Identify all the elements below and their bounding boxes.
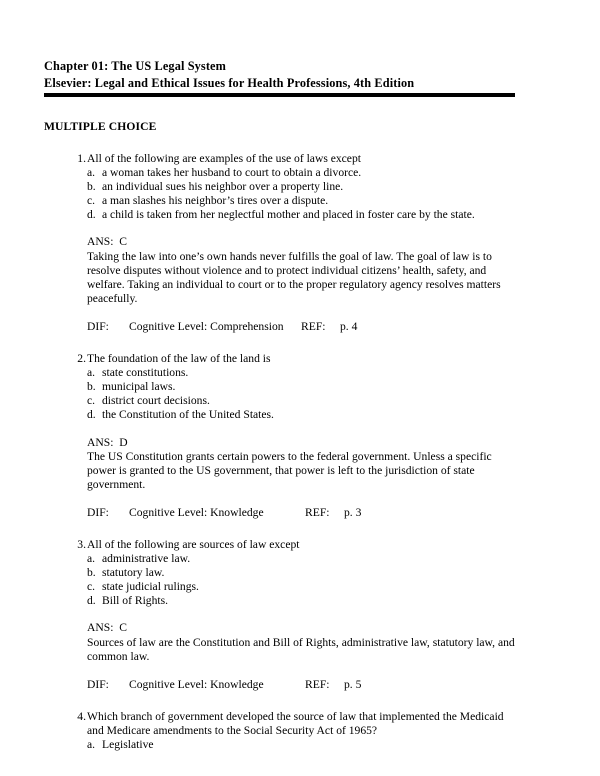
option-row[interactable] — [44, 366, 516, 380]
option-text: an individual sues his neighbor over a property line. — [102, 180, 344, 194]
question-metadata-row — [44, 678, 516, 692]
dif-value: Cognitive Level: Knowledge — [129, 677, 264, 691]
option-row[interactable] — [44, 408, 516, 422]
option-letter: b. — [87, 380, 96, 394]
answer-line — [87, 436, 516, 450]
question-stem-row — [44, 152, 516, 166]
question-number: 3. — [77, 537, 86, 551]
option-list — [44, 738, 516, 752]
option-letter: d. — [87, 408, 96, 422]
answer-block — [44, 436, 516, 492]
answer-label: ANS: — [87, 621, 114, 635]
option-letter: c. — [87, 394, 96, 408]
question-block — [44, 352, 516, 520]
question-block — [44, 538, 516, 692]
option-list — [44, 166, 516, 222]
answer-rationale: Sources of law are the Constitution and Bill of Rights, administrative law, statutory law, and common law. — [87, 635, 515, 663]
ref-label: REF: — [305, 677, 330, 691]
question-stem: All of the following are sources of law except — [87, 537, 300, 551]
option-text: Legislative — [102, 738, 154, 751]
ref-label: REF: — [305, 505, 330, 519]
option-letter: a. — [87, 552, 96, 566]
answer-rationale: Taking the law into one’s own hands never fulfills the goal of law. The goal of law is to resolve disputes without violence and to protect individual citizens’ health, safety, and welfare. Taking an individual to court or to the proper regulatory agency resolves matters peacefully. — [87, 249, 501, 305]
page-content — [44, 58, 516, 752]
answer-block — [44, 235, 516, 305]
ref-label: REF: — [301, 319, 326, 333]
option-letter: b. — [87, 566, 96, 580]
question-number: 1. — [77, 152, 86, 165]
question-block — [44, 710, 516, 752]
question-number: 2. — [77, 352, 86, 366]
option-letter: d. — [87, 208, 96, 222]
option-text: Bill of Rights. — [102, 594, 169, 608]
ref-value: p. 4 — [340, 319, 358, 333]
option-letter: b. — [87, 180, 96, 194]
question-stem: Which branch of government developed the source of law that implemented the Medicaid and Medicare amendments to the Social Security Act of 1965? — [87, 709, 504, 737]
option-list — [44, 552, 516, 608]
dif-label: DIF: — [87, 505, 109, 519]
header-divider-rule — [44, 93, 515, 97]
option-row[interactable] — [44, 380, 516, 394]
header-book-title: Elsevier: Legal and Ethical Issues for Health Professions, 4th Edition — [44, 75, 415, 90]
option-letter: d. — [87, 594, 96, 608]
option-text: a woman takes her husband to court to obtain a divorce. — [102, 166, 362, 180]
answer-line — [87, 235, 516, 249]
option-letter: a. — [87, 166, 96, 180]
option-text: municipal laws. — [102, 380, 176, 394]
answer-value: C — [119, 621, 127, 635]
option-row[interactable] — [44, 566, 516, 580]
option-list — [44, 366, 516, 422]
option-text: a child is taken from her neglectful mother and placed in foster care by the state. — [102, 208, 475, 222]
ref-value: p. 3 — [344, 505, 362, 519]
option-row[interactable] — [44, 194, 516, 208]
header-chapter-title: Chapter 01: The US Legal System — [44, 59, 227, 73]
question-stem-row — [44, 352, 516, 366]
answer-value: C — [119, 235, 127, 249]
option-row[interactable] — [44, 166, 516, 180]
dif-value: Cognitive Level: Knowledge — [129, 505, 264, 519]
option-row[interactable] — [44, 738, 516, 752]
question-stem-row — [44, 538, 516, 552]
option-row[interactable] — [44, 552, 516, 566]
option-text: administrative law. — [102, 552, 191, 566]
option-row[interactable] — [44, 180, 516, 194]
dif-label: DIF: — [87, 677, 109, 691]
answer-label: ANS: — [87, 235, 114, 249]
option-row[interactable] — [44, 394, 516, 408]
question-stem: All of the following are examples of the use of laws except — [87, 152, 361, 165]
answer-rationale: The US Constitution grants certain powers to the federal government. Unless a specific power is granted to the US government, that power is left to the jurisdiction of state government. — [87, 449, 492, 491]
option-text: the Constitution of the United States. — [102, 408, 274, 422]
answer-line — [87, 621, 516, 635]
option-row[interactable] — [44, 594, 516, 608]
option-text: statutory law. — [102, 566, 165, 580]
question-metadata-row — [44, 506, 516, 520]
option-letter: c. — [87, 194, 96, 208]
question-list — [44, 152, 516, 752]
question-stem: The foundation of the law of the land is — [87, 352, 271, 366]
answer-label: ANS: — [87, 435, 114, 449]
question-block — [44, 152, 516, 334]
answer-value: D — [119, 435, 128, 449]
option-row[interactable] — [44, 580, 516, 594]
option-text: a man slashes his neighbor’s tires over a dispute. — [102, 194, 329, 208]
document-header — [44, 58, 516, 97]
question-stem-row — [44, 710, 516, 738]
option-text: district court decisions. — [102, 394, 210, 408]
option-text: state constitutions. — [102, 366, 189, 380]
ref-value: p. 5 — [344, 677, 362, 691]
question-number: 4. — [77, 709, 86, 723]
section-heading-multiple-choice: MULTIPLE CHOICE — [44, 120, 157, 133]
option-letter: a. — [87, 366, 96, 380]
option-letter: c. — [87, 580, 96, 594]
dif-label: DIF: — [87, 319, 109, 333]
option-letter: a. — [87, 738, 96, 751]
question-metadata-row — [44, 320, 516, 334]
option-text: state judicial rulings. — [102, 580, 199, 594]
option-row[interactable] — [44, 208, 516, 222]
answer-block — [44, 621, 516, 663]
dif-value: Cognitive Level: Comprehension — [129, 319, 284, 333]
